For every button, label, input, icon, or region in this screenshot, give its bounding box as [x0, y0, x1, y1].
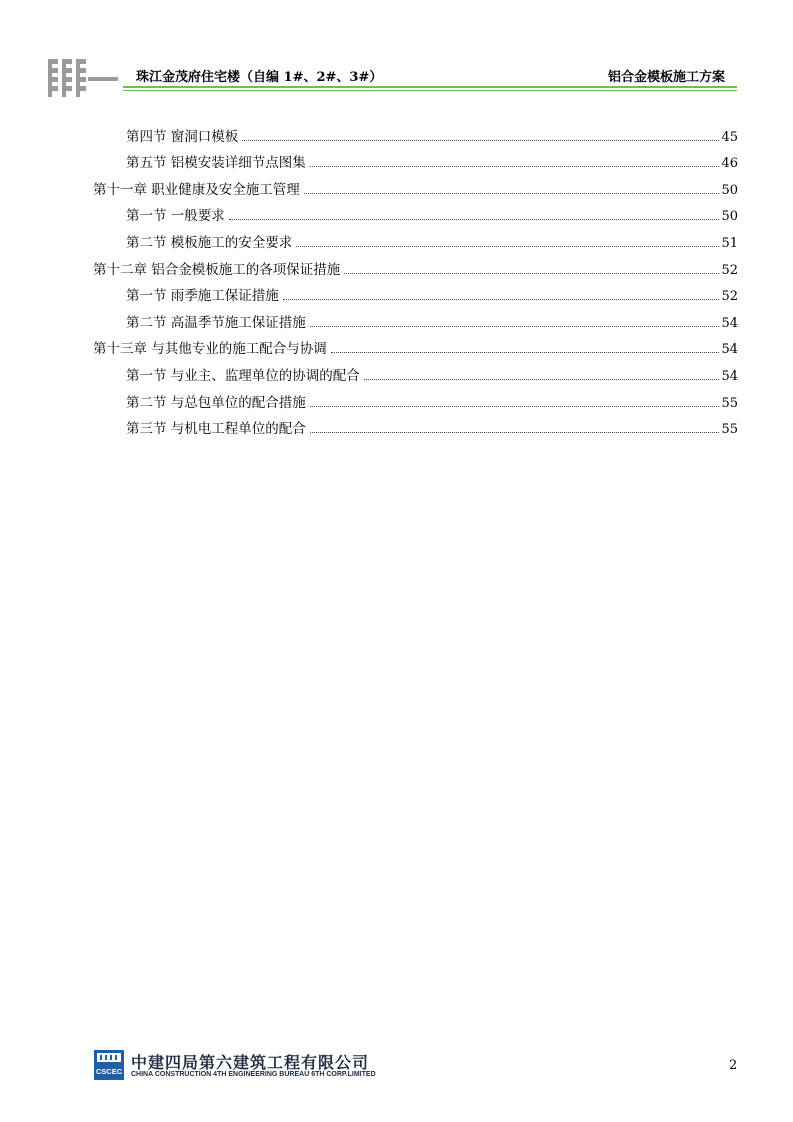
toc-entry-title: 第四节 窗洞口模板 [126, 125, 240, 145]
toc-entry-title: 第二节 高温季节施工保证措施 [126, 311, 308, 331]
toc-leader-dots [304, 193, 720, 194]
toc-leader-dots [283, 299, 720, 300]
toc-leader-dots [296, 246, 719, 247]
page-number: 2 [729, 1058, 738, 1073]
header-rule-thin [123, 90, 737, 91]
toc-entry-title: 第五节 铝模安装详细节点图集 [126, 151, 308, 171]
toc-entry-page: 55 [721, 422, 738, 438]
toc-entry-page: 54 [721, 368, 738, 384]
toc-leader-dots [242, 140, 719, 141]
toc-entry[interactable] [93, 357, 738, 384]
company-name-cn: 中建四局第六建筑工程有限公司 [131, 1053, 370, 1072]
toc-entry-page: 45 [721, 129, 738, 145]
table-of-contents [93, 118, 738, 437]
toc-leader-dots [310, 166, 720, 167]
toc-entry-title: 第一节 一般要求 [126, 204, 227, 224]
toc-entry-page: 52 [721, 289, 738, 305]
toc-entry[interactable] [93, 118, 738, 145]
page-header [0, 0, 793, 100]
toc-entry[interactable] [93, 145, 738, 172]
toc-leader-dots [331, 352, 720, 353]
header-logo-icon [48, 57, 120, 99]
toc-leader-dots [310, 432, 720, 433]
toc-entry-page: 52 [721, 262, 738, 278]
toc-entry-title: 第十二章 铝合金模板施工的各项保证措施 [93, 258, 342, 278]
toc-entry-page: 54 [721, 342, 738, 358]
company-name-en: CHINA CONSTRUCTION 4TH ENGINEERING BUREAU 6TH CORP.LIMITED [131, 1071, 376, 1078]
toc-entry-title: 第一节 与业主、监理单位的协调的配合 [126, 364, 362, 384]
toc-entry[interactable] [93, 251, 738, 278]
toc-leader-dots [229, 219, 720, 220]
toc-entry[interactable] [93, 171, 738, 198]
toc-entry[interactable] [93, 224, 738, 251]
toc-entry[interactable] [93, 278, 738, 305]
toc-entry-title: 第十三章 与其他专业的施工配合与协调 [93, 337, 329, 357]
toc-entry-title: 第十一章 职业健康及安全施工管理 [93, 178, 302, 198]
toc-leader-dots [344, 273, 719, 274]
toc-entry-page: 54 [721, 315, 738, 331]
company-logo-icon [94, 1050, 124, 1080]
toc-entry[interactable] [93, 198, 738, 225]
toc-leader-dots [364, 379, 720, 380]
toc-entry-title: 第二节 模板施工的安全要求 [126, 231, 294, 251]
toc-leader-dots [310, 326, 720, 327]
toc-entry-page: 46 [721, 156, 738, 172]
toc-entry-page: 51 [721, 235, 738, 251]
toc-entry-title: 第一节 雨季施工保证措施 [126, 284, 281, 304]
toc-entry-title: 第二节 与总包单位的配合措施 [126, 391, 308, 411]
toc-leader-dots [310, 406, 720, 407]
toc-entry-page: 55 [721, 395, 738, 411]
toc-entry[interactable] [93, 411, 738, 438]
document-title: 铝合金模板施工方案 [607, 70, 725, 85]
toc-entry-title: 第三节 与机电工程单位的配合 [126, 417, 308, 437]
project-title: 珠江金茂府住宅楼（自编 1#、2#、3#） [136, 70, 383, 85]
header-rule-thick [123, 86, 737, 88]
toc-entry[interactable] [93, 331, 738, 358]
toc-entry-page: 50 [721, 209, 738, 225]
toc-entry[interactable] [93, 304, 738, 331]
toc-entry-page: 50 [721, 182, 738, 198]
svg-text:CSCEC: CSCEC [95, 1067, 123, 1076]
toc-entry[interactable] [93, 384, 738, 411]
